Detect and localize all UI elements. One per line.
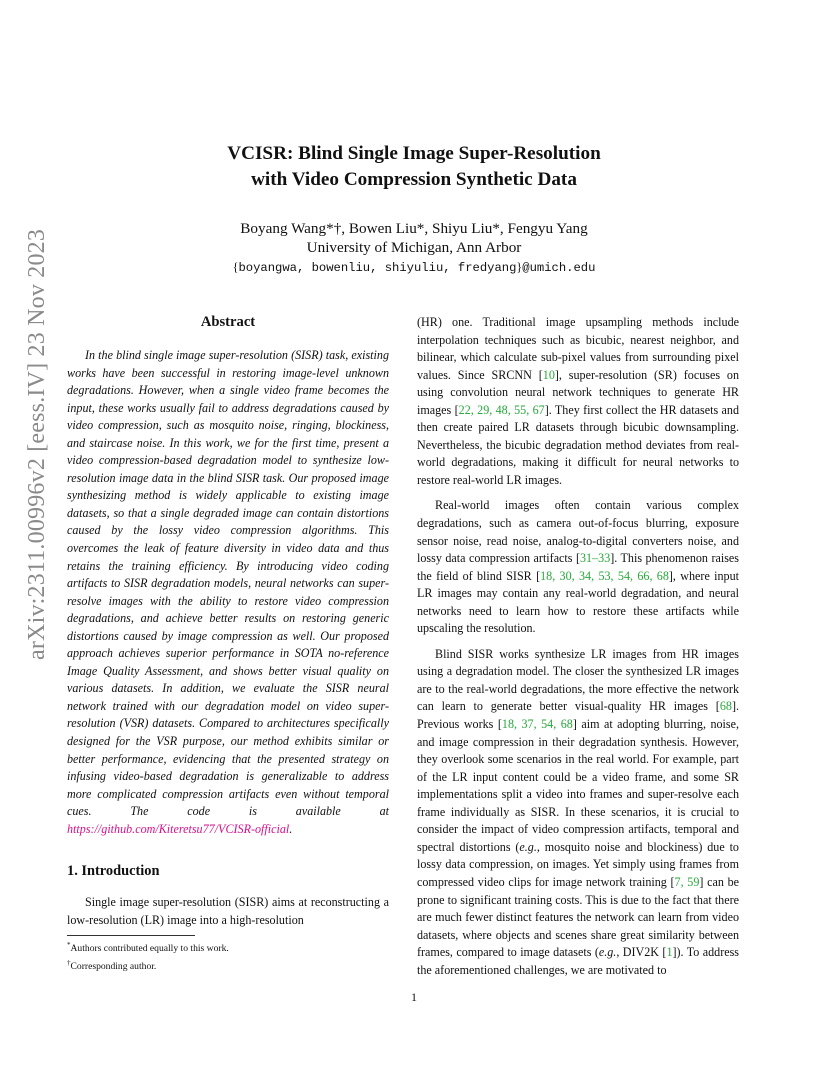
intro-paragraph-3 [417,646,739,979]
affiliation: University of Michigan, Ann Arbor [306,239,522,256]
citation-link[interactable]: 68 [719,699,732,714]
citation-link[interactable]: 18, 30, 34, 53, 54, 66, 68 [540,568,669,583]
text-run: ], where input LR images may contain any real-world degradation, and neural networks need to learn how to restore these artifacts while upscaling the resolution. [417,568,740,636]
code-link[interactable]: https://github.com/Kiteretsu77/VCISR-official [67,821,290,836]
email-brace-open: { [232,260,239,274]
footnote-mark: † [67,959,71,968]
text-run: Real-world images often contain various complex degradations, such as camera out-of-focus blurring, exposure sensor noise, read noise, analog-to-digital converters noise, and lossy data compression artifacts [ [417,498,739,566]
citation-link[interactable]: 10 [542,367,555,382]
text-run: ]. They first collect the HR datasets and then create paired LR datasets through bicubic downsampling. Nevertheless, the bicubic degradation method deviates from real-world degradations, making it difficult for neural networks to restore real-world LR images. [417,402,739,487]
footnotes [67,938,389,974]
eg-italic: e.g. [598,945,617,960]
abstract-text: In the blind single image super-resolution (SISR) task, existing works have been successful in restoring image-level unknown degradations. However, when a single video frame becomes the input, these works usually fail to address degradations caused by video compression, such as mosquito noise, ringing, blockiness, and staircase noise. In this work, we for the first time, present a video compression-based degradation model to synthesize low-resolution image data in the blind SISR task. Our proposed image synthesizing method is widely applicable to existing image datasets, so that a single degraded image can contain distortions caused by the lossy video compression algorithms. This overcomes the leak of feature diversity in video data and thus retains the training efficiency. By introducing video coding artifacts to SISR degradation models, neural networks can super-resolve images with the ability to restore video compression degradations, and achieve better results on restoring generic distortions caused by image compression as well. Our proposed approach achieves superior performance in SOTA no-reference Image Quality Assessment, and shows better visual quality on various datasets. In addition, we evaluate the SISR neural network trained with our degradation model on video super-resolution (VSR) datasets. Compared to architectures specifically designed for the VSR purpose, our method exhibits similar or better performance, evidencing that the presented strategy on infusing video-based degradation is generalizable to address more complicated compression artifacts even without temporal cues. The code is available at [67,348,389,819]
text-run: ] aim at adopting blurring, noise, and image compression in their degradation synthesis. However, they overlook some scenarios in the real world. For example, part of the LR input content could be a video frame, and some SR implementations split a video into frames and super-resolve each frame individually as SISR. In these scenarios, it is crucial to consider the impact of video compression artifacts, temporal and spectral distortions ( [417,717,740,854]
text-run: ]. Previous works [ [417,699,739,732]
text-run: ]). To address the aforementioned challenges, we are motivated to [417,945,740,977]
footnote-2 [67,956,389,974]
footnote-text: Authors contributed equally to this work. [70,943,229,955]
author-names: Boyang Wang*†, Bowen Liu*, Shiyu Liu*, Fengyu Yang [240,220,588,237]
intro-paragraph-2 [417,497,739,637]
email-list: boyangwa, bowenliu, shiyuliu, fredyang [238,261,517,275]
abstract-heading: Abstract [200,314,256,330]
abstract-body [67,347,389,838]
citation-link[interactable]: 31–33 [580,551,611,566]
email-brace-close: } [516,260,523,274]
text-run: Blind SISR works synthesize LR images from HR images using a degradation model. The closer the synthesized LR images are to the real-world degradations, the more effective the network can learn to generate better visual-quality HR images [ [417,646,739,714]
text-run: (HR) one. Traditional image upsampling methods include interpolation techniques such as bicubic, nearest neighbor, and bilinear, which calculate sub-pixel values from surrounding pixel values. Since SRCNN [ [417,315,739,382]
arxiv-stamp: arXiv:2311.00996v2 [eess.IV] 23 Nov 2023 [24,228,50,660]
intro-paragraph-1: Single image super-resolution (SISR) aims at reconstructing a low-resolution (LR) image into a high-resolution [67,895,389,927]
footnote-mark: * [67,941,71,949]
author-emails [0,259,828,276]
paper-title [0,141,828,193]
text-run: ], super-resolution (SR) focuses on using convolution neural network techniques to generate HR images [ [417,367,739,417]
footnote-text: Corresponding author. [70,961,157,973]
right-column [417,314,739,979]
text-run: ] can be prone to significant training costs. This is due to the fact that there are much fewer distinct features the network can learn from video datasets, where objects and scenes share great similarity between frames, compared to image datasets ( [417,874,740,960]
email-domain: @umich.edu [522,261,596,275]
author-block [0,219,828,257]
abstract-end: . [289,821,293,836]
text-run: ]. This phenomenon raises the field of blind SISR [ [417,551,739,583]
footnote-1 [67,938,389,956]
title-line-1: VCISR: Blind Single Image Super-Resolution [227,143,601,164]
left-column [67,313,389,929]
text-run: , DIV2K [ [616,945,667,960]
intro-paragraph-1-cont [417,314,739,489]
citation-link[interactable]: 1 [666,945,673,960]
citation-link[interactable]: 18, 37, 54, 68 [501,717,573,732]
title-line-2: with Video Compression Synthetic Data [251,169,577,190]
citation-link[interactable]: 22, 29, 48, 55, 67 [458,402,545,417]
page-number: 1 [411,990,417,1004]
footnote-rule [67,935,195,936]
citation-link[interactable]: 7, 59 [674,874,700,889]
introduction-heading: 1. Introduction [67,863,160,880]
eg-italic: e.g. [519,839,537,854]
text-run: , mosquito noise and blockiness) due to lossy data compression, on images. Yet simply using frames from compressed video clips for image network training [ [417,839,739,889]
